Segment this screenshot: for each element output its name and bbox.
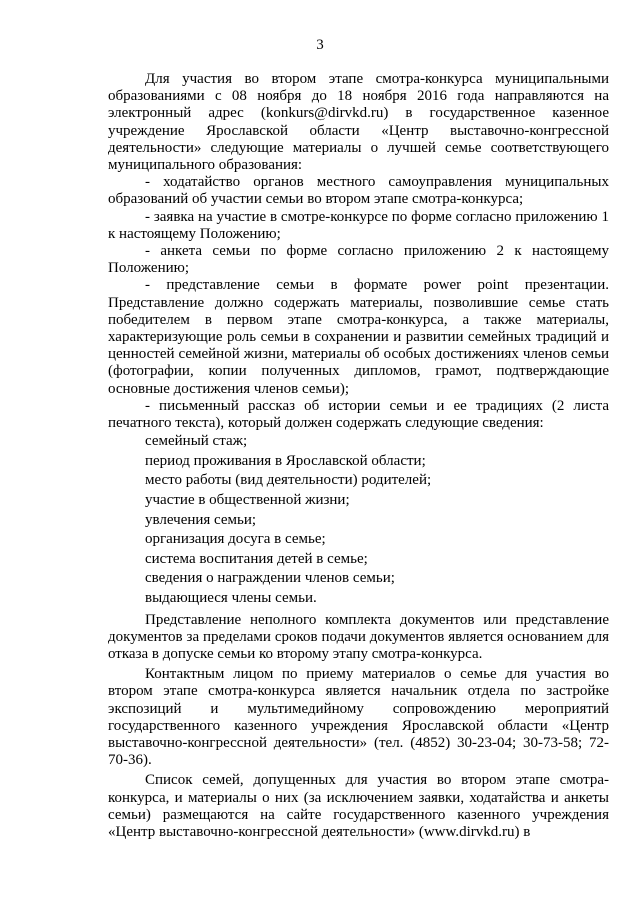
document-body <box>108 71 609 841</box>
paragraph-contact-person: Контактным лицом по приему материалов о семье для участия во втором этапе смотра-конкурса является начальник отдела по застройке экспозиций и мультимедийному сопровождению мероприятий государственного казенного учреждения Ярославской области «Центр выставочно-конгрессной деятельности» (тел. (4852) 30-23-04; 30-73-58; 72-70-36). <box>108 666 609 769</box>
bullet-petition: - ходатайство органов местного самоуправления муниципальных образований об участии семьи во втором этапе смотра-конкурса; <box>108 174 609 208</box>
list-item: период проживания в Ярославской области; <box>145 452 426 469</box>
bullet-family-story: - письменный рассказ об истории семьи и ее традициях (2 листа печатного текста), который должен содержать следующие сведения: <box>108 397 609 432</box>
list-item: участие в общественной жизни; <box>145 492 350 509</box>
required-info-list <box>108 432 609 608</box>
list-item: увлечения семьи; <box>145 511 257 528</box>
list-item: система воспитания детей в семье; <box>145 550 368 567</box>
list-item: выдающиеся члены семьи. <box>145 590 317 607</box>
list-item: место работы (вид деятельности) родителей; <box>145 472 432 489</box>
bullet-questionnaire: - анкета семьи по форме согласно приложению 2 к настоящему Положению; <box>108 243 609 277</box>
page-number: 3 <box>316 37 324 53</box>
paragraph-family-list: Список семей, допущенных для участия во втором этапе смотра-конкурса, и материалы о них (за исключением заявки, ходатайства и анкеты семьи) размещаются на сайте государственного казенного учреждения «Центр выставочно-конгрессной деятельности» (www.dirvkd.ru) в <box>108 772 609 841</box>
list-item: организация досуга в семье; <box>145 531 326 548</box>
paragraph-incomplete-documents: Представление неполного комплекта документов или представление документов за пределами сроков подачи документов является основанием для отказа в допуске семьи ко второму этапу смотра-конкурса. <box>108 611 609 663</box>
list-item: сведения о награждении членов семьи; <box>145 570 395 587</box>
bullet-presentation: - представление семьи в формате power point презентации. Представление должно содержать материалы, позволившие семье стать победителем в первом этапе смотра-конкурса, а также материалы, характеризующие роль семьи в сохранении и развитии семейных традиций и ценностей семейной жизни, материалы об особых достижениях членов семьи (фотографии, копии полученных дипломов, грамот, подтверждающие основные достижения членов семьи); <box>108 277 609 397</box>
list-item: семейный стаж; <box>145 433 248 450</box>
paragraph-submission-intro: Для участия во втором этапе смотра-конкурса муниципальными образованиями с 08 ноября до 18 ноября 2016 года направляются на электронный адрес (konkurs@dirvkd.ru) в государственное казенное учреждение Ярославской области «Центр выставочно-конгрессной деятельности» следующие материалы о лучшей семье соответствующего муниципального образования: <box>108 71 609 174</box>
bullet-application: - заявка на участие в смотре-конкурсе по форме согласно приложению 1 к настоящему Положению; <box>108 208 609 242</box>
